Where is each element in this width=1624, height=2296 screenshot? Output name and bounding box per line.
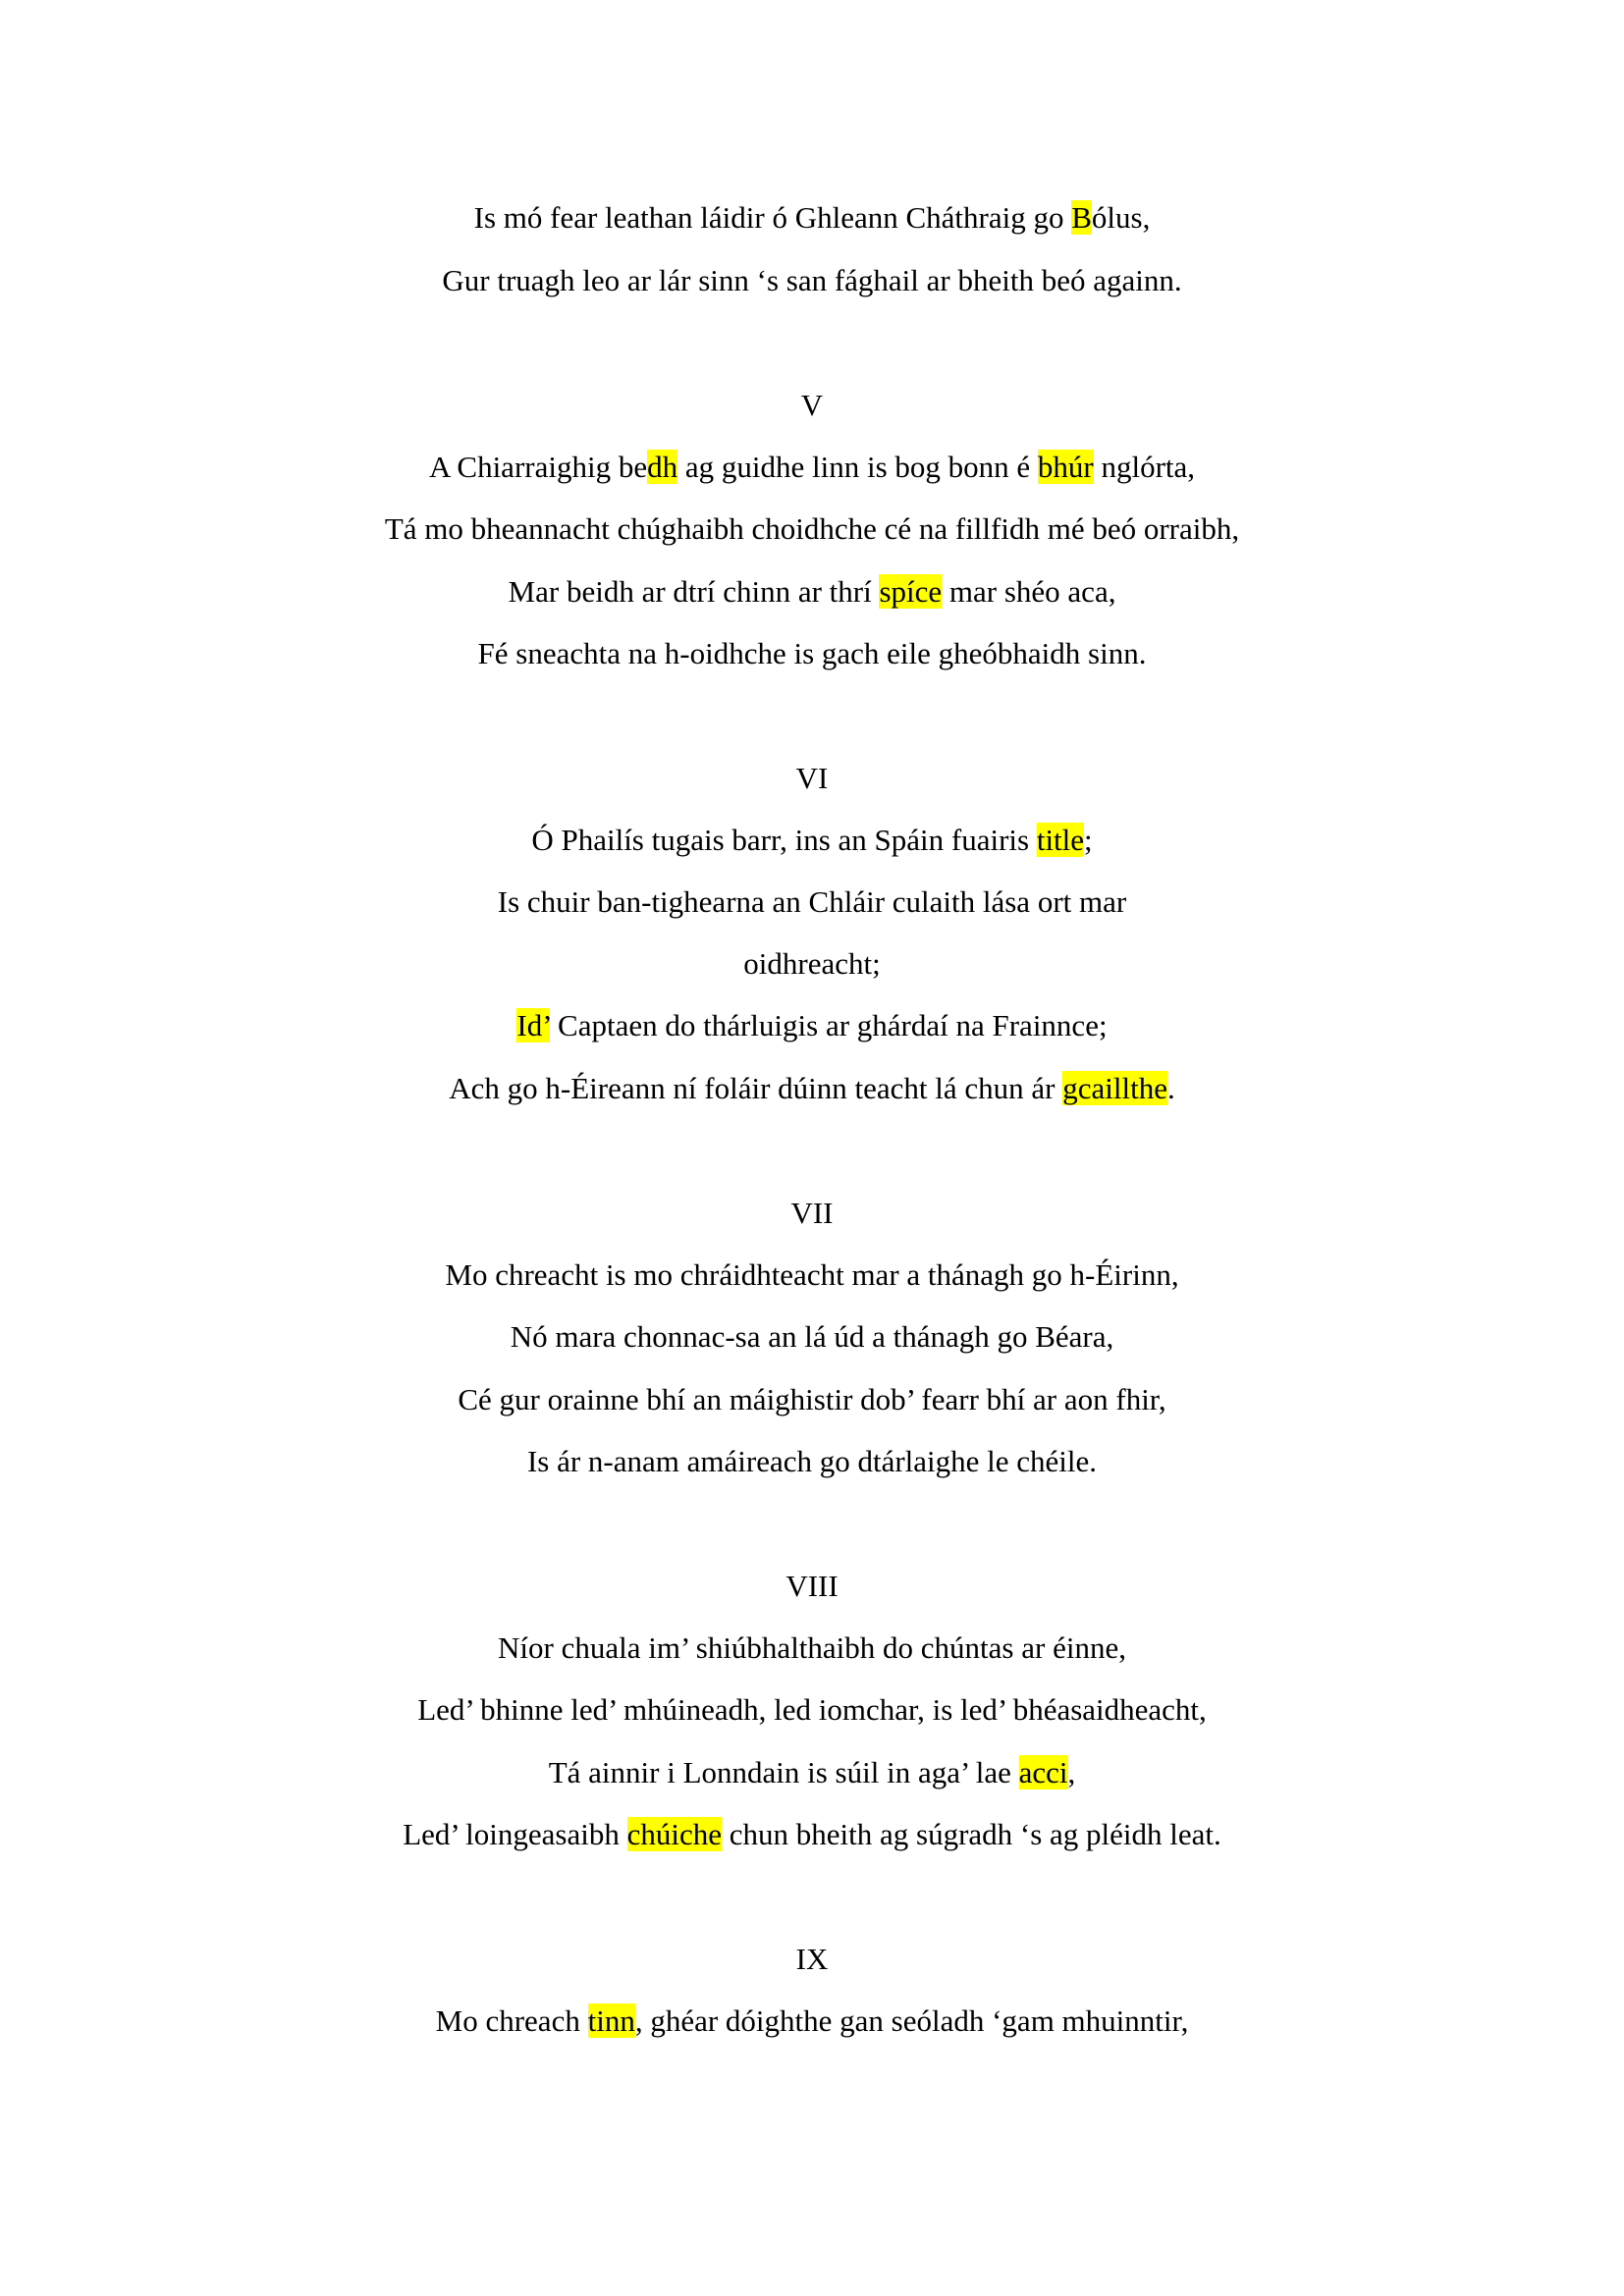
highlighted-text: chúiche [626, 1817, 722, 1851]
text-line [0, 1317, 1624, 1357]
text-line [0, 944, 1624, 984]
highlighted-text: tinn [587, 2003, 635, 2038]
highlighted-text: bhúr [1037, 450, 1094, 484]
line-text: VIII [785, 1569, 839, 1603]
text-line [0, 1380, 1624, 1419]
line-text: V [800, 388, 824, 422]
line-text: , [1067, 1755, 1076, 1789]
line-text: Mo chreacht is mo chráidhteacht mar a thánagh go h-Éirinn, [445, 1257, 1179, 1292]
highlighted-text: title [1036, 823, 1085, 857]
highlighted-text: acci [1018, 1755, 1068, 1789]
highlighted-text: spíce [879, 574, 943, 609]
highlighted-text: Id’ [516, 1008, 551, 1042]
line-text: Cé gur orainne bhí an máighistir dob’ fearr bhí ar aon fhir, [458, 1382, 1166, 1416]
line-text: Led’ loingeasaibh [403, 1817, 627, 1851]
line-text: Is ár n-anam amáireach go dtárlaighe le chéile. [526, 1444, 1098, 1478]
text-line [0, 1194, 1624, 1233]
text-line [0, 198, 1624, 238]
text-line [0, 1815, 1624, 1854]
text-line [0, 1006, 1624, 1045]
line-text: Fé sneachta na h-oidhche is gach eile gheóbhaidh sinn. [477, 636, 1147, 670]
text-line [0, 1629, 1624, 1668]
text-line [0, 386, 1624, 425]
text-line [0, 2002, 1624, 2041]
text-line [0, 1069, 1624, 1108]
text-line [0, 1940, 1624, 1979]
line-text: oidhreacht; [743, 946, 881, 981]
text-line [0, 1442, 1624, 1481]
line-text: Ach go h-Éireann ní foláir dúinn teacht lá chun ár [449, 1071, 1063, 1105]
text-line [0, 572, 1624, 612]
line-text: Nó mara chonnac-sa an lá úd a thánagh go Béara, [510, 1319, 1114, 1354]
line-text: mar shéo aca, [942, 574, 1116, 609]
line-text: Is chuir ban-tighearna an Chláir culaith lása ort mar [497, 884, 1127, 919]
highlighted-text: B [1071, 200, 1092, 235]
line-text: . [1166, 1071, 1175, 1105]
line-text: IX [795, 1942, 829, 1976]
line-text: ag guidhe linn is bog bonn é [677, 450, 1038, 484]
text-line [0, 759, 1624, 798]
line-text: Tá ainnir i Lonndain is súil in aga’ lae [548, 1755, 1019, 1789]
text-line [0, 1567, 1624, 1606]
line-text: ; [1084, 823, 1093, 857]
highlighted-text: dh [647, 450, 678, 484]
text-line [0, 821, 1624, 860]
line-text: ólus, [1091, 200, 1151, 235]
line-text: Níor chuala im’ shiúbhalthaibh do chúntas ar éinne, [498, 1630, 1126, 1665]
line-text: Mar beidh ar dtrí chinn ar thrí [508, 574, 880, 609]
line-text: Is mó fear leathan láidir ó Ghleann Cháthraig go [473, 200, 1072, 235]
line-text: VII [790, 1196, 834, 1230]
line-text: Tá mo bheannacht chúghaibh choidhche cé na fillfidh mé beó orraibh, [384, 511, 1240, 546]
line-text: Captaen do thárluigis ar ghárdaí na Frainnce; [550, 1008, 1108, 1042]
line-text: nglórta, [1093, 450, 1196, 484]
text-line [0, 1690, 1624, 1730]
line-text: Led’ bhinne led’ mhúineadh, led iomchar, is led’ bhéasaidheacht, [417, 1692, 1207, 1727]
text-line [0, 1753, 1624, 1792]
line-text: Mo chreach [435, 2003, 588, 2038]
text-line [0, 509, 1624, 549]
line-text: Ó Phailís tugais barr, ins an Spáin fuairis [531, 823, 1037, 857]
line-text: chun bheith ag súgradh ‘s ag pléidh leat. [722, 1817, 1221, 1851]
line-text: Gur truagh leo ar lár sinn ‘s san fághail ar bheith beó againn. [442, 263, 1182, 297]
text-line [0, 261, 1624, 300]
line-text: A Chiarraighig be [428, 450, 648, 484]
text-line [0, 882, 1624, 922]
text-line [0, 448, 1624, 487]
highlighted-text: gcaillthe [1062, 1071, 1167, 1105]
text-line [0, 634, 1624, 673]
line-text: , ghéar dóighthe gan seóladh ‘gam mhuinntir, [634, 2003, 1189, 2038]
line-text: VI [795, 761, 829, 795]
text-line [0, 1255, 1624, 1295]
